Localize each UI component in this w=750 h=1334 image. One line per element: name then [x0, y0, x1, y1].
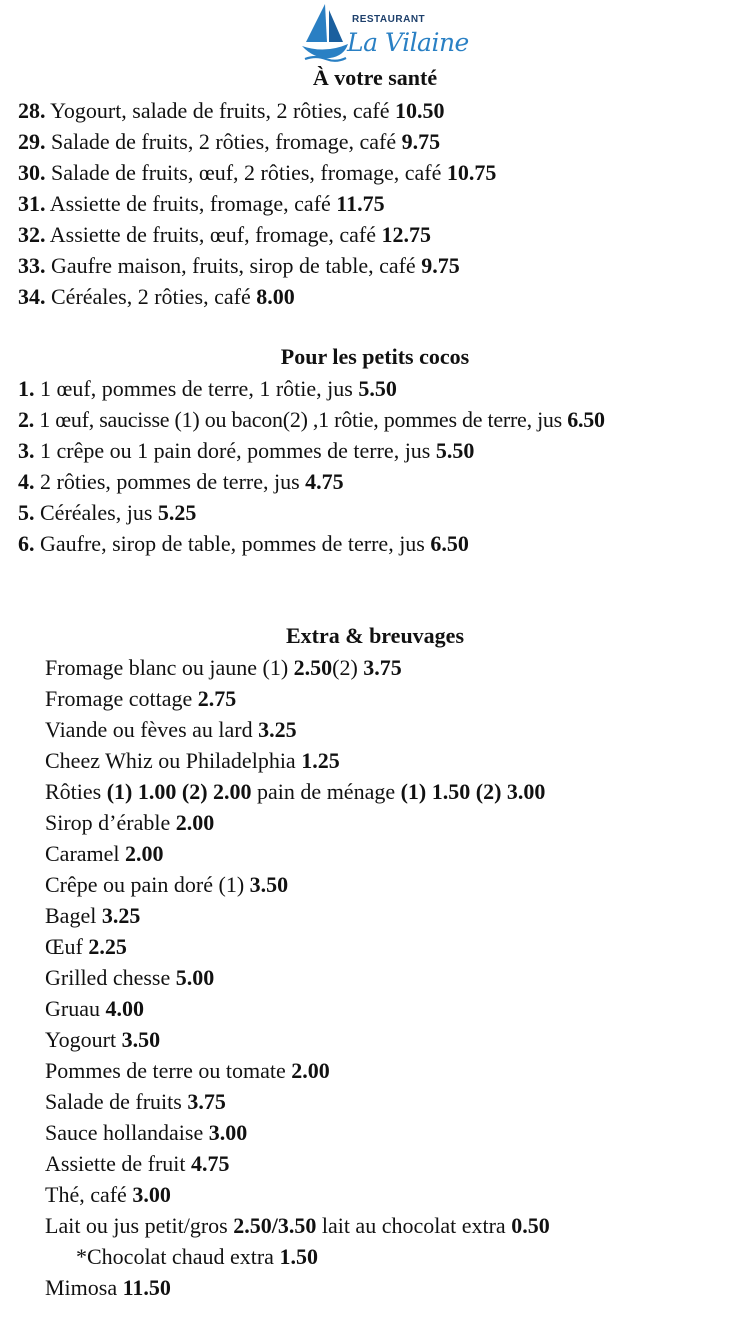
extra-item: [45, 1117, 550, 1148]
item-price: 4.75: [191, 1151, 230, 1176]
menu-item: [18, 466, 605, 497]
extra-item: [45, 1055, 550, 1086]
item-description: Sirop d’érable: [45, 810, 176, 835]
extra-item: [45, 1148, 550, 1179]
extra-item: [45, 931, 550, 962]
item-description: Mimosa: [45, 1275, 123, 1300]
item-price: 2.50/3.50: [233, 1213, 317, 1238]
item-description: Salade de fruits, 2 rôties, fromage, café: [45, 129, 402, 154]
item-price: 9.75: [421, 253, 460, 278]
logo-kicker: RESTAURANT: [352, 14, 426, 25]
item-price: 2.00: [291, 1058, 330, 1083]
item-number: 1.: [18, 376, 35, 401]
item-number: 34.: [18, 284, 46, 309]
menu-list-extra: [45, 652, 550, 1303]
item-description: Pommes de terre ou tomate: [45, 1058, 292, 1083]
extra-item: [45, 993, 550, 1024]
item-description: Gaufre maison, fruits, sirop de table, café: [45, 253, 422, 278]
menu-list-cocos: [18, 373, 605, 559]
item-price: 10.50: [394, 98, 445, 123]
item-price: 11.50: [122, 1275, 171, 1300]
menu-item: [18, 404, 605, 435]
menu-item: [18, 250, 496, 281]
item-description: Œuf: [45, 934, 89, 959]
item-price: 3.50: [121, 1027, 161, 1052]
item-description: Sauce hollandaise: [45, 1120, 209, 1145]
item-description: 1 œuf, saucisse (1) ou bacon(2) ,1 rôtie, pommes de terre, jus: [34, 407, 568, 432]
item-description: Assiette de fruit: [45, 1151, 192, 1176]
item-price: 0.50: [511, 1213, 550, 1238]
item-price: 6.50: [430, 531, 469, 556]
item-description: Cheez Whiz ou Philadelphia: [45, 748, 302, 773]
item-number: 31.: [18, 191, 46, 216]
extra-item: [45, 683, 550, 714]
extra-item: [45, 807, 550, 838]
menu-item: [18, 528, 605, 559]
item-description: pain de ménage: [251, 779, 401, 804]
item-description: Fromage cottage: [45, 686, 198, 711]
item-description: Viande ou fèves au lard: [45, 717, 259, 742]
item-description: Caramel: [45, 841, 126, 866]
item-price: (1) 1.50 (2) 3.00: [400, 779, 546, 804]
extra-item: [45, 838, 550, 869]
item-number: 28.: [18, 98, 46, 123]
item-number: 32.: [18, 222, 46, 247]
extra-item: [45, 776, 550, 807]
item-price: (1) 1.00 (2) 2.00: [106, 779, 252, 804]
item-number: 29.: [18, 129, 46, 154]
item-price: 8.00: [256, 284, 295, 309]
item-price: 6.50: [567, 407, 605, 432]
item-price: 5.25: [157, 500, 197, 525]
item-price: 3.25: [101, 903, 141, 928]
logo-name: La Vilaine: [347, 28, 469, 57]
item-number: 3.: [18, 438, 35, 463]
item-description: 2 rôties, pommes de terre, jus: [34, 469, 306, 494]
extra-item: [45, 900, 550, 931]
menu-item: [18, 157, 496, 188]
item-description: 1 crêpe ou 1 pain doré, pommes de terre, jus: [34, 438, 436, 463]
item-price: 5.50: [358, 376, 397, 401]
item-description: Rôties: [45, 779, 107, 804]
item-description: Gaufre, sirop de table, pommes de terre, jus: [34, 531, 431, 556]
item-price: 9.75: [401, 129, 441, 154]
item-number: 33.: [18, 253, 46, 278]
item-price: 12.75: [381, 222, 431, 247]
item-price: 1.50: [279, 1244, 318, 1269]
item-number: 4.: [18, 469, 35, 494]
menu-item: [18, 95, 496, 126]
menu-list-sante: [18, 95, 496, 312]
restaurant-logo: [300, 2, 490, 64]
item-price: 3.75: [187, 1089, 226, 1114]
menu-item: [18, 497, 605, 528]
item-description: Grilled chesse: [45, 965, 176, 990]
item-description: Bagel: [45, 903, 102, 928]
item-number: 6.: [18, 531, 35, 556]
section-title-cocos: Pour les petits cocos: [280, 344, 470, 369]
extra-item: [45, 1179, 550, 1210]
item-price: 3.75: [363, 655, 402, 680]
item-description: Yogourt, salade de fruits, 2 rôties, café: [45, 98, 395, 123]
item-price: 3.50: [249, 872, 289, 897]
item-description: Crêpe ou pain doré (1): [45, 872, 250, 897]
extra-item: [45, 652, 550, 683]
item-description: Céréales, jus: [34, 500, 158, 525]
sailboat-icon: [300, 2, 350, 64]
menu-item: [18, 188, 496, 219]
item-number: 30.: [18, 160, 46, 185]
item-description: Lait ou jus petit/gros: [45, 1213, 234, 1238]
item-description: Céréales, 2 rôties, café: [45, 284, 257, 309]
extra-item: [45, 1024, 550, 1055]
section-title-extra: Extra & breuvages: [285, 623, 465, 648]
item-price: 10.75: [446, 160, 497, 185]
item-price: 5.00: [175, 965, 215, 990]
item-price: 4.00: [105, 996, 144, 1021]
item-description: Gruau: [45, 996, 106, 1021]
item-price: 4.75: [305, 469, 344, 494]
extra-item: [45, 1241, 550, 1272]
menu-item: [18, 373, 605, 404]
item-price: 2.50: [293, 655, 333, 680]
item-description: lait au chocolat extra: [316, 1213, 512, 1238]
item-description: Assiette de fruits, fromage, café: [45, 191, 337, 216]
item-price: 11.75: [336, 191, 385, 216]
menu-item: [18, 435, 605, 466]
item-number: 5.: [18, 500, 35, 525]
item-description: Assiette de fruits, œuf, fromage, café: [45, 222, 382, 247]
extra-item: [45, 962, 550, 993]
item-description: (2): [332, 655, 364, 680]
menu-item: [18, 281, 496, 312]
item-price: 3.25: [258, 717, 297, 742]
extra-item: [45, 869, 550, 900]
item-price: 2.25: [88, 934, 127, 959]
extra-item: [45, 1086, 550, 1117]
item-description: Fromage blanc ou jaune (1): [45, 655, 294, 680]
menu-item: [18, 219, 496, 250]
extra-item: [45, 714, 550, 745]
item-price: 5.50: [435, 438, 475, 463]
item-description: 1 œuf, pommes de terre, 1 rôtie, jus: [34, 376, 359, 401]
extra-item: [45, 1210, 550, 1241]
item-description: Yogourt: [45, 1027, 122, 1052]
section-title-sante: À votre santé: [312, 65, 438, 90]
extra-item: [45, 1272, 550, 1303]
menu-item: [18, 126, 496, 157]
item-description: Thé, café: [45, 1182, 133, 1207]
item-number: 2.: [18, 407, 34, 432]
item-price: 2.00: [125, 841, 164, 866]
extra-item: [45, 745, 550, 776]
item-description: Salade de fruits, œuf, 2 rôties, fromage, café: [45, 160, 447, 185]
item-price: 3.00: [132, 1182, 171, 1207]
item-price: 2.00: [175, 810, 215, 835]
item-price: 2.75: [197, 686, 237, 711]
item-description: *Chocolat chaud extra: [76, 1244, 280, 1269]
item-price: 3.00: [208, 1120, 248, 1145]
item-price: 1.25: [301, 748, 340, 773]
item-description: Salade de fruits: [45, 1089, 188, 1114]
